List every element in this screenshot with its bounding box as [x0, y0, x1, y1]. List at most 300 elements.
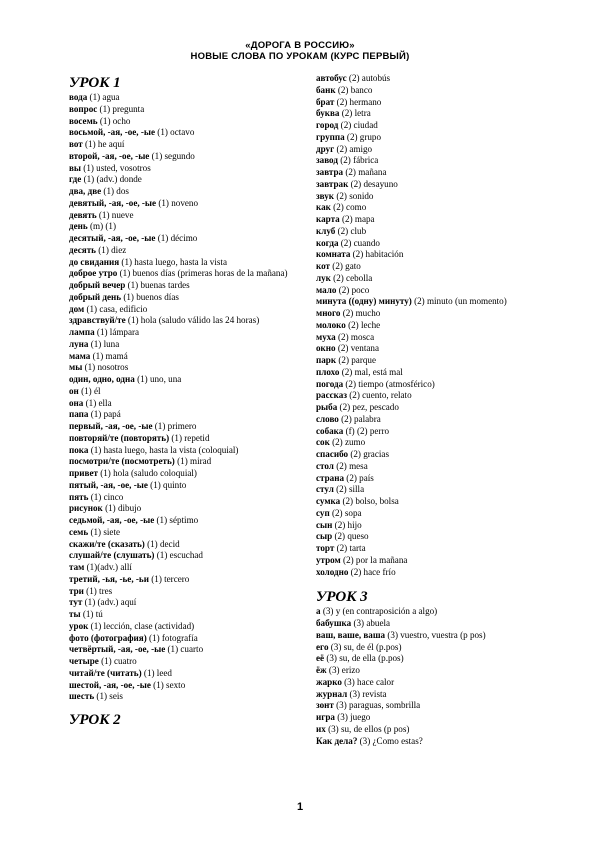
vocab-entry [69, 104, 311, 116]
spanish-translation: (3) paraguas, sombrilla [333, 700, 421, 711]
spanish-translation: (2) desayuno [348, 178, 398, 189]
russian-word: доброе утро [69, 268, 118, 279]
vocab-entry [316, 437, 566, 449]
spanish-translation: (1) décimo [155, 233, 198, 243]
lesson-3-heading: УРОК 3 [316, 589, 368, 606]
russian-word: папа [69, 409, 89, 420]
spanish-translation: (3) su, de ellos (p pos) [325, 723, 410, 734]
document-subtitle: НОВЫЕ СЛОВА ПО УРОКАМ (КУРС ПЕРВЫЙ) [190, 51, 410, 62]
spanish-translation: (2) autobús [346, 73, 391, 83]
vocab-entry [316, 73, 566, 85]
vocab-entry [316, 390, 566, 402]
vocab-entry [69, 351, 311, 363]
russian-word: их [316, 723, 326, 734]
spanish-translation: (1) usted, vosotros [81, 162, 151, 173]
russian-word: день [69, 221, 88, 232]
russian-word: восемь [69, 115, 98, 126]
spanish-translation: (2) hijo [332, 519, 362, 530]
vocab-entry [316, 332, 566, 344]
spanish-translation: (1) nosotros [82, 362, 129, 373]
russian-word: сыр [316, 531, 333, 542]
russian-word: тут [69, 597, 83, 608]
russian-word: журнал [316, 688, 348, 699]
vocab-entry [69, 550, 311, 562]
vocab-entry [316, 484, 566, 496]
russian-word: утром [316, 554, 341, 565]
vocab-entry [316, 132, 566, 144]
spanish-translation: (2) poco [336, 284, 370, 295]
russian-word: она [69, 397, 84, 408]
vocab-entry [316, 724, 566, 736]
vocab-entry [69, 386, 311, 398]
spanish-translation: (2) leche [345, 319, 381, 330]
vocab-entry [69, 186, 311, 198]
vocab-entry [69, 609, 311, 621]
spanish-translation: (1) cinco [88, 491, 124, 502]
spanish-translation: (1) escuchad [154, 550, 203, 561]
russian-word: звук [316, 190, 335, 201]
russian-word: четыре [69, 656, 99, 666]
vocab-entry [316, 736, 566, 748]
spanish-translation: (3) vuestro, vuestra (p pos) [385, 629, 486, 640]
spanish-translation: (1) casa, edificio [84, 303, 148, 314]
vocab-entry [316, 320, 566, 332]
spanish-translation: (1) decid [144, 538, 180, 549]
spanish-translation: (1) siete [88, 526, 121, 537]
russian-word: кот [316, 261, 331, 271]
vocab-entry [316, 202, 566, 214]
vocab-entry [69, 492, 311, 504]
vocab-entry [316, 261, 566, 273]
spanish-translation: (3) juego [334, 712, 371, 722]
russian-word: скажи/те (сказать) [69, 538, 145, 549]
spanish-translation: (2) mañana [343, 167, 387, 177]
vocab-entry [69, 691, 311, 703]
spanish-translation: (2) minuto (un momento) [411, 296, 507, 307]
russian-word: второй, -ая, -ое, -ые [69, 150, 150, 161]
vocab-entry [69, 257, 311, 269]
russian-word: мало [316, 284, 337, 295]
russian-word: здравствуй/те [69, 315, 126, 326]
spanish-translation: (1) segundo [149, 150, 195, 161]
vocab-entry [316, 414, 566, 426]
spanish-translation: (1) tú [80, 609, 103, 619]
russian-word: город [316, 120, 339, 130]
spanish-translation: (1) fotografía [146, 632, 198, 643]
spanish-translation: (1) quinto [147, 479, 187, 490]
russian-word: завтрак [316, 178, 349, 189]
russian-word: вот [69, 139, 83, 149]
russian-word: зонт [316, 700, 334, 711]
vocab-entry [69, 362, 311, 374]
vocab-entry [316, 249, 566, 261]
russian-word: добрый день [69, 291, 122, 302]
russian-word: третий, -ья, -ье, -ьи [69, 573, 149, 584]
russian-word: шесть [69, 691, 95, 702]
vocab-entry [69, 92, 311, 104]
vocab-entry [316, 296, 566, 308]
vocab-entry [316, 508, 566, 520]
vocab-entry [69, 586, 311, 598]
spanish-translation: (2) cuento, relato [346, 390, 412, 401]
vocab-entry [316, 665, 566, 677]
spanish-translation: (1) lección, clase (actividad) [88, 620, 195, 631]
russian-word: рассказ [316, 390, 347, 401]
russian-word: карта [316, 214, 340, 224]
spanish-translation: (2) queso [332, 531, 369, 542]
vocab-entry [69, 315, 311, 327]
russian-word: комната [316, 249, 351, 260]
spanish-translation: (1) octavo [155, 127, 195, 138]
vocab-entry [69, 374, 311, 386]
spanish-translation: (1) repetid [169, 432, 210, 443]
spanish-translation: (1) dibujo [102, 503, 142, 514]
spanish-translation: (3) abuela [351, 618, 391, 628]
spanish-translation: (1) hola (saludo coloquial) [97, 468, 197, 478]
vocab-entry [316, 308, 566, 320]
russian-word: шестой, -ая, -ое, -ые [69, 679, 151, 690]
russian-word: фото (фотография) [69, 632, 147, 643]
lesson-2-word-list [316, 73, 566, 578]
spanish-translation: (1) (adv.) donde [81, 174, 142, 185]
russian-word: страна [316, 472, 345, 483]
spanish-translation: (1) nueve [96, 209, 134, 220]
russian-word: ты [69, 609, 81, 619]
vocab-entry [316, 355, 566, 367]
vocab-entry [69, 163, 311, 175]
document-title: «ДОРОГА В РОССИЮ» [245, 40, 355, 51]
spanish-translation: (3) revista [347, 688, 387, 699]
vocab-entry [69, 668, 311, 680]
spanish-translation: (2) cuando [338, 237, 380, 248]
vocab-entry [316, 630, 566, 642]
vocab-entry [316, 367, 566, 379]
vocab-entry [69, 456, 311, 468]
spanish-translation: (m) (1) [87, 221, 116, 232]
spanish-translation: (2) hace frío [348, 566, 396, 577]
spanish-translation: (2) palabra [338, 413, 381, 424]
russian-word: вы [69, 162, 82, 173]
russian-word: сумка [316, 496, 341, 506]
russian-word: четвёртый, -ая, -ое, -ые [69, 644, 166, 655]
russian-word: суп [316, 507, 330, 518]
spanish-translation: (1) agua [87, 92, 120, 102]
vocab-entry [316, 97, 566, 109]
vocab-entry [69, 398, 311, 410]
russian-word: девять [69, 209, 97, 220]
russian-word: бабушка [316, 618, 352, 628]
russian-word: парк [316, 355, 337, 365]
russian-word: вода [69, 92, 88, 102]
spanish-translation: (1) lámpara [94, 327, 140, 337]
russian-word: урок [69, 620, 89, 631]
russian-word: холодно [316, 566, 349, 577]
spanish-translation: (2) cebolla [330, 272, 373, 283]
spanish-translation: (2) ciudad [338, 120, 378, 130]
spanish-translation: (2) sonido [334, 190, 374, 201]
russian-word: собака [316, 425, 344, 436]
vocab-entry [316, 606, 566, 618]
vocab-entry [316, 85, 566, 97]
russian-word: восьмой, -ая, -ое, -ые [69, 127, 156, 138]
vocab-entry [316, 567, 566, 579]
spanish-translation: (1) he aquí [82, 139, 125, 149]
vocab-entry [69, 515, 311, 527]
spanish-translation: (2) tarta [334, 543, 366, 553]
spanish-translation: (1) mamá [90, 350, 128, 361]
vocab-entry [69, 421, 311, 433]
spanish-translation: (3) hace calor [341, 676, 395, 687]
vocab-entry [316, 473, 566, 485]
spanish-translation: (1) diez [95, 244, 127, 255]
spanish-translation: (1) cuatro [98, 656, 137, 666]
russian-word: два, две [69, 186, 102, 196]
lesson-3-word-list [316, 606, 566, 747]
russian-word: вопрос [69, 103, 98, 114]
russian-word: где [69, 174, 82, 185]
russian-word: седьмой, -ая, -ое, -ые [69, 515, 155, 525]
spanish-translation: (1) primero [152, 421, 197, 431]
vocab-entry [316, 712, 566, 724]
vocab-entry [316, 402, 566, 414]
vocab-entry [69, 445, 311, 457]
russian-word: посмотри/те (посмотреть) [69, 456, 175, 467]
russian-word: рисунок [69, 503, 103, 514]
vocab-entry [316, 238, 566, 250]
spanish-translation: (1) (adv.) aquí [82, 597, 137, 608]
russian-word: жарко [316, 676, 342, 687]
russian-word: группа [316, 131, 345, 142]
spanish-translation: (1) pregunta [97, 103, 145, 114]
russian-word: Как дела? [316, 735, 358, 746]
spanish-translation: (2) sopa [329, 507, 362, 518]
spanish-translation: (1)(adv.) allí [84, 562, 132, 572]
spanish-translation: (2) pez, pescado [337, 402, 399, 412]
page-number: 1 [296, 801, 304, 813]
vocab-entry [69, 339, 311, 351]
russian-word: муха [316, 331, 336, 342]
russian-word: добрый вечер [69, 280, 126, 290]
vocab-entry [316, 179, 566, 191]
russian-word: а [316, 606, 321, 617]
russian-word: мама [69, 350, 91, 361]
spanish-translation: (3) su, de ella (p.pos) [324, 653, 404, 664]
vocab-entry [69, 539, 311, 551]
spanish-translation: (1) hasta luego, hasta la vista (coloquial) [88, 444, 239, 455]
vocab-entry [69, 656, 311, 668]
vocab-entry [69, 597, 311, 609]
spanish-translation: (2) fábrica [337, 155, 379, 166]
left-column [69, 73, 311, 729]
spanish-translation: (1) tres [83, 585, 113, 596]
vocab-entry [316, 653, 566, 665]
russian-word: мы [69, 362, 83, 373]
russian-word: погода [316, 378, 344, 389]
russian-word: десятый, -ая, -ое, -ые [69, 233, 156, 243]
vocab-entry [316, 426, 566, 438]
vocab-entry [316, 461, 566, 473]
russian-word: слово [316, 413, 339, 424]
russian-word: окно [316, 343, 336, 354]
russian-word: там [69, 562, 85, 572]
spanish-translation: (1) tercero [148, 573, 190, 584]
spanish-translation: (1) séptimo [154, 515, 199, 525]
spanish-translation: (1) hasta luego, hasta la vista [119, 256, 227, 267]
spanish-translation: (2) silla [333, 484, 365, 495]
spanish-translation: (1) ocho [97, 115, 131, 126]
spanish-translation: (3) y (en contraposición a algo) [320, 606, 438, 617]
vocab-entry [69, 174, 311, 186]
russian-word: лук [316, 272, 331, 283]
vocab-entry [316, 449, 566, 461]
spanish-translation: (1) luna [88, 338, 120, 349]
vocab-entry [316, 108, 566, 120]
vocab-entry [69, 198, 311, 210]
vocab-entry [69, 468, 311, 480]
russian-word: когда [316, 237, 339, 248]
vocab-entry [316, 343, 566, 355]
russian-word: сын [316, 519, 333, 530]
vocab-entry [69, 116, 311, 128]
vocab-entry [69, 433, 311, 445]
spanish-translation: (3) ¿Como estas? [357, 735, 423, 746]
spanish-translation: (2) letra [339, 108, 371, 119]
russian-word: луна [69, 338, 89, 349]
lesson-1-heading: УРОК 1 [69, 75, 121, 91]
spanish-translation: (1) ella [83, 397, 112, 408]
russian-word: игра [316, 712, 335, 722]
spanish-translation: (2) hermano [334, 96, 382, 107]
russian-word: пока [69, 444, 89, 455]
vocab-entry [316, 155, 566, 167]
spanish-translation: (2) gato [330, 261, 361, 271]
spanish-translation: (1) uno, una [134, 374, 182, 384]
vocab-entry [316, 543, 566, 555]
vocab-entry [69, 574, 311, 586]
russian-word: до свидания [69, 256, 120, 267]
vocab-entry [69, 480, 311, 492]
vocab-entry [69, 562, 311, 574]
spanish-translation: (1) seis [94, 691, 123, 702]
vocab-entry [69, 327, 311, 339]
russian-word: дом [69, 303, 85, 314]
vocab-entry [316, 167, 566, 179]
spanish-translation: (2) parque [336, 355, 376, 365]
lesson-1-word-list [69, 92, 311, 703]
russian-word: один, одно, одна [69, 374, 135, 384]
vocab-entry [316, 214, 566, 226]
vocab-entry [69, 245, 311, 257]
vocab-entry [69, 633, 311, 645]
russian-word: ёж [316, 665, 327, 675]
russian-word: клуб [316, 225, 336, 236]
russian-word: стол [316, 460, 334, 471]
spanish-translation: (1) buenas tardes [125, 280, 190, 290]
russian-word: спасибо [316, 449, 349, 459]
spanish-translation: (1) leed [141, 667, 172, 678]
russian-word: рыба [316, 402, 338, 412]
russian-word: буква [316, 108, 340, 119]
vocab-entry [69, 233, 311, 245]
spanish-translation: (2) mosca [335, 331, 375, 342]
vocab-entry [316, 689, 566, 701]
spanish-translation: (1) cuarto [165, 644, 204, 655]
russian-word: пятый, -ая, -ое, -ые [69, 479, 148, 490]
vocab-entry [316, 496, 566, 508]
vocab-entry [316, 642, 566, 654]
russian-word: завтра [316, 167, 344, 177]
vocab-entry [69, 221, 311, 233]
russian-word: минута ((одну) минуту) [316, 296, 412, 307]
russian-word: торт [316, 543, 335, 553]
russian-word: молоко [316, 319, 346, 330]
russian-word: банк [316, 84, 336, 95]
russian-word: плохо [316, 366, 340, 377]
right-column [316, 73, 566, 747]
vocab-entry [69, 621, 311, 633]
spanish-translation: (2) ventana [335, 343, 380, 354]
russian-word: брат [316, 96, 335, 107]
vocab-entry [69, 503, 311, 515]
russian-word: друг [316, 143, 335, 154]
spanish-translation: (f) (2) perro [343, 425, 390, 436]
spanish-translation: (2) club [335, 225, 367, 236]
vocab-entry [69, 268, 311, 280]
vocab-entry [316, 618, 566, 630]
russian-word: как [316, 202, 331, 213]
russian-word: лампа [69, 327, 95, 337]
spanish-translation: (2) grupo [344, 131, 382, 142]
vocab-entry [69, 280, 311, 292]
russian-word: читай/те (читать) [69, 667, 142, 678]
russian-word: первый, -ая, -ое, -ые [69, 421, 153, 431]
vocab-entry [316, 273, 566, 285]
russian-word: сок [316, 437, 330, 448]
vocab-entry [69, 139, 311, 151]
vocab-entry [69, 644, 311, 656]
russian-word: семь [69, 526, 89, 537]
spanish-translation: (2) banco [335, 84, 373, 95]
russian-word: пять [69, 491, 89, 502]
vocab-entry [316, 144, 566, 156]
vocab-entry [69, 127, 311, 139]
spanish-translation: (2) gracias [348, 449, 389, 459]
spanish-translation: (2) zumo [329, 437, 366, 448]
vocab-entry [316, 531, 566, 543]
spanish-translation: (1) sexto [150, 679, 186, 690]
vocab-entry [316, 285, 566, 297]
russian-word: его [316, 641, 329, 652]
vocab-entry [316, 520, 566, 532]
vocab-entry [69, 527, 311, 539]
russian-word: стул [316, 484, 334, 495]
spanish-translation: (2) habitación [350, 249, 404, 260]
vocab-entry [316, 226, 566, 238]
spanish-translation: (1) él [78, 385, 101, 396]
russian-word: много [316, 308, 341, 318]
russian-word: ваш, ваше, ваша [316, 629, 386, 640]
spanish-translation: (2) país [344, 472, 374, 483]
vocab-entry [316, 191, 566, 203]
spanish-translation: (2) mucho [340, 308, 381, 318]
russian-word: девятый, -ая, -ое, -ые [69, 197, 157, 208]
vocab-entry [316, 700, 566, 712]
vocab-entry [69, 304, 311, 316]
spanish-translation: (2) amigo [334, 143, 373, 154]
spanish-translation: (2) tiempo (atmosférico) [343, 378, 435, 389]
spanish-translation: (2) mapa [339, 214, 375, 224]
spanish-translation: (2) mal, está mal [339, 366, 403, 377]
